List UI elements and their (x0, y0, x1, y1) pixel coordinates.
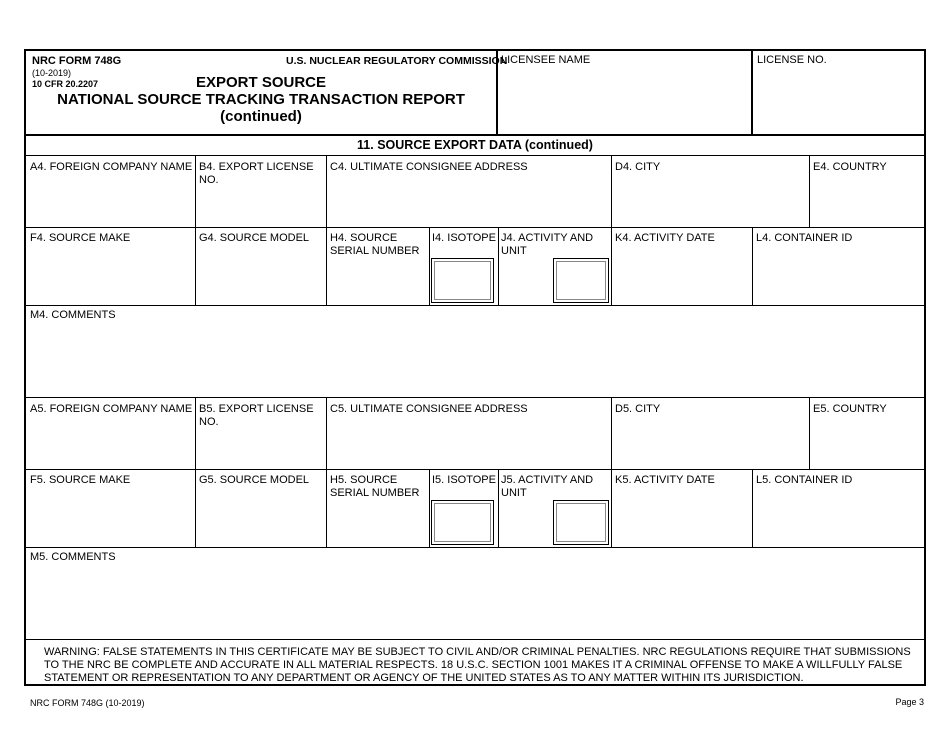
l5-label: L5. CONTAINER ID (756, 474, 853, 486)
g4-label: G4. SOURCE MODEL (199, 232, 310, 244)
c4-consignee-address-field[interactable] (327, 155, 612, 227)
c5-consignee-address-field[interactable] (327, 397, 612, 469)
f5-label: F5. SOURCE MAKE (30, 474, 131, 486)
k4-label: K4. ACTIVITY DATE (615, 232, 715, 244)
title-line-1: EXPORT SOURCE (195, 74, 327, 91)
k4-activity-date-field[interactable] (612, 227, 752, 305)
title-line-2: NATIONAL SOURCE TRACKING TRANSACTION REPORT (57, 91, 465, 108)
e5-label: E5. COUNTRY (813, 403, 887, 415)
g5-label: G5. SOURCE MODEL (199, 474, 310, 486)
d4-label: D4. CITY (615, 161, 661, 173)
m4-comments-field[interactable] (26, 305, 924, 397)
nrc-form (24, 49, 926, 686)
j4-label: J4. ACTIVITY AND UNIT (501, 232, 594, 257)
i5-label: I5. ISOTOPE (432, 474, 496, 486)
m5-label: M5. COMMENTS (30, 551, 116, 563)
b5-label: B5. EXPORT LICENSE NO. (199, 403, 314, 428)
c4-label: C4. ULTIMATE CONSIGNEE ADDRESS (330, 161, 528, 173)
f4-label: F4. SOURCE MAKE (30, 232, 131, 244)
k5-activity-date-field[interactable] (612, 469, 752, 547)
e4-label: E4. COUNTRY (813, 161, 887, 173)
form-title (26, 74, 496, 125)
title-line-3: (continued) (220, 108, 302, 125)
m4-label: M4. COMMENTS (30, 309, 116, 321)
i5-isotope-input[interactable] (431, 500, 494, 545)
k5-label: K5. ACTIVITY DATE (615, 474, 715, 486)
h5-label: H5. SOURCE SERIAL NUMBER (330, 474, 420, 499)
a5-label: A5. FOREIGN COMPANY NAME (30, 403, 193, 415)
licensee-name-field[interactable] (498, 51, 752, 134)
h4-serial-number-field[interactable] (327, 227, 429, 305)
l4-label: L4. CONTAINER ID (756, 232, 853, 244)
d5-city-field[interactable] (612, 397, 810, 469)
b4-label: B4. EXPORT LICENSE NO. (199, 161, 314, 186)
cfr-reference: 10 CFR 20.2207 (32, 79, 99, 89)
c5-label: C5. ULTIMATE CONSIGNEE ADDRESS (330, 403, 528, 415)
m5-comments-field[interactable] (26, 547, 924, 639)
a4-label: A4. FOREIGN COMPANY NAME (30, 161, 193, 173)
footer-page-number: Page 3 (895, 697, 924, 707)
a5-foreign-company-field[interactable] (26, 397, 196, 469)
j4-activity-input[interactable] (553, 258, 609, 303)
h4-label: H4. SOURCE SERIAL NUMBER (330, 232, 420, 257)
d5-label: D5. CITY (615, 403, 661, 415)
j5-label: J5. ACTIVITY AND UNIT (501, 474, 594, 499)
license-no-field[interactable] (753, 51, 924, 134)
f4-source-make-field[interactable] (26, 227, 196, 305)
agency-name: U.S. NUCLEAR REGULATORY COMMISSION (286, 55, 508, 67)
section-title: 11. SOURCE EXPORT DATA (continued) (357, 138, 593, 152)
form-number: NRC FORM 748G (32, 55, 122, 67)
f5-source-make-field[interactable] (26, 469, 196, 547)
g4-source-model-field[interactable] (196, 227, 326, 305)
h5-serial-number-field[interactable] (327, 469, 429, 547)
e4-country-field[interactable] (810, 155, 924, 227)
license-no-label: LICENSE NO. (757, 54, 827, 66)
footer-form-id: NRC FORM 748G (10-2019) (30, 698, 145, 708)
b4-export-license-field[interactable] (196, 155, 326, 227)
d4-city-field[interactable] (612, 155, 810, 227)
g5-source-model-field[interactable] (196, 469, 326, 547)
i4-label: I4. ISOTOPE (432, 232, 496, 244)
l5-container-id-field[interactable] (753, 469, 924, 547)
form-revision: (10-2019) (32, 68, 72, 78)
l4-container-id-field[interactable] (753, 227, 924, 305)
licensee-name-label: LICENSEE NAME (501, 54, 591, 66)
a4-foreign-company-field[interactable] (26, 155, 196, 227)
i4-isotope-input[interactable] (431, 258, 494, 303)
warning-statement: WARNING: FALSE STATEMENTS IN THIS CERTIFICATE MAY BE SUBJECT TO CIVIL AND/OR CRIMINAL PENALTIES. NRC REGULATIONS REQUIRE THAT SUBMISSIONS TO THE NRC BE COMPLETE AND ACCURATE IN ALL MATERIAL RESPECTS. 18 U.S.C. SECTION 1001 MAKES IT A CRIMINAL OFFENSE TO MAKE A WILLFULLY FALSE STATEMENT OR REPRESENTATION TO ANY DEPARTMENT OR AGENCY OF THE UNITED STATES AS TO ANY MATTER WITHIN ITS JURISDICTION. (44, 646, 911, 684)
e5-country-field[interactable] (810, 397, 924, 469)
j5-activity-input[interactable] (553, 500, 609, 545)
b5-export-license-field[interactable] (196, 397, 326, 469)
